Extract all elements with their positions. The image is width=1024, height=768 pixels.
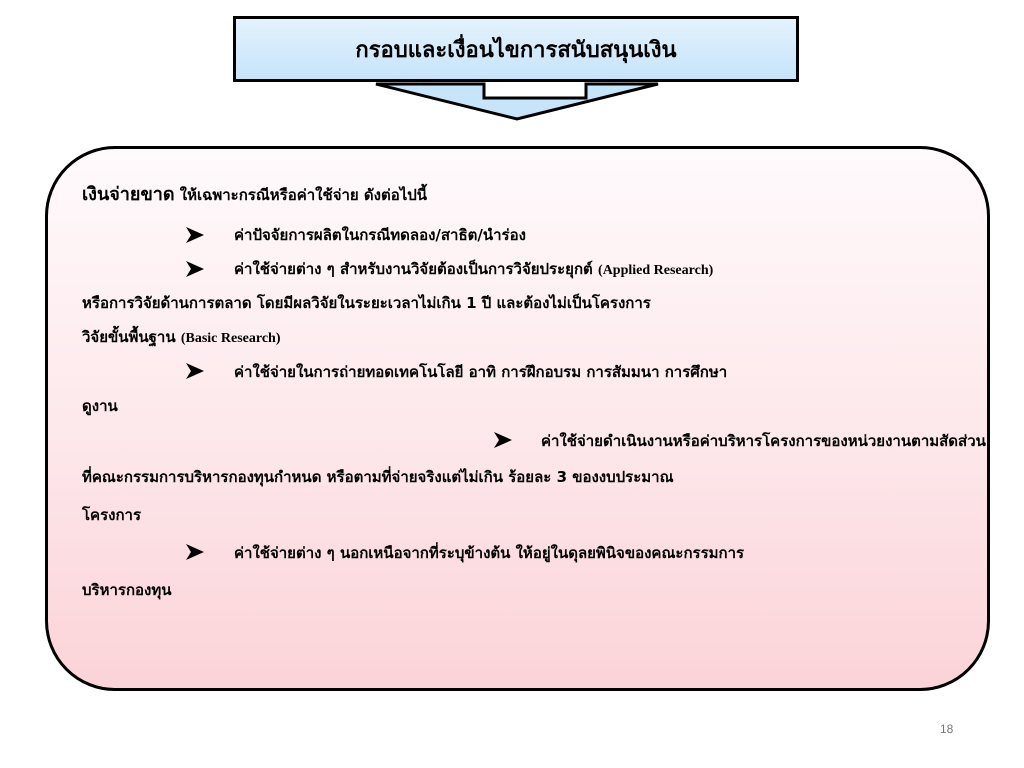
item-2-line-1 [234,259,713,281]
down-arrow-icon [374,82,660,122]
item-2-line-2: หรือการวิจัยด้านการตลาด โดยมีผลวิจัยในระยะเวลาไม่เกิน 1 ปี และต้องไม่เป็นโครงการ [82,294,651,312]
item-2-thai: ค่าใช้จ่ายต่าง ๆ สำหรับงานวิจัยต้องเป็นการวิจัยประยุกต์ [234,260,593,278]
arrow-bullet-icon [185,260,205,278]
item-3-line-2: ดูงาน [82,397,118,415]
item-2-line-3 [82,327,281,349]
page-number: 18 [940,722,954,736]
item-5-line-2: บริหารกองทุน [82,581,172,599]
item-4-line-1: ค่าใช้จ่ายดำเนินงานหรือค่าบริหารโครงการของหน่วยงานตามสัดส่วน [541,432,986,450]
arrow-bullet-icon [185,543,205,561]
item-2-line-3-english: (Basic Research) [180,331,281,346]
item-2-english: (Applied Research) [598,263,714,278]
lead-line [82,185,427,205]
lead-label: เงินจ่ายขาด [82,184,175,205]
item-5-line-1: ค่าใช้จ่ายต่าง ๆ นอกเหนือจากที่ระบุข้างต้น ให้อยู่ในดุลยพินิจของคณะกรรมการ [234,544,745,562]
lead-text: ให้เฉพาะกรณีหรือค่าใช้จ่าย ดังต่อไปนี้ [179,186,428,204]
slide-title: กรอบและเงื่อนไขการสนับสนุนเงิน [355,37,677,63]
arrow-bullet-icon [185,362,205,380]
title-box [233,16,799,82]
item-4-line-3: โครงการ [82,506,142,524]
item-1: ค่าปัจจัยการผลิตในกรณีทดลอง/สาธิต/นำร่อง [234,226,526,244]
item-3-line-1: ค่าใช้จ่ายในการถ่ายทอดเทคโนโลยี อาทิ การฝึกอบรม การสัมมนา การศึกษา [234,363,728,381]
item-2-line-3-thai: วิจัยขั้นพื้นฐาน [82,328,176,346]
arrow-bullet-icon [185,226,205,244]
arrow-bullet-icon [493,431,513,449]
item-4-line-2: ที่คณะกรรมการบริหารกองทุนกำหนด หรือตามที่จ่ายจริงแต่ไม่เกิน ร้อยละ 3 ของงบประมาณ [82,468,674,486]
